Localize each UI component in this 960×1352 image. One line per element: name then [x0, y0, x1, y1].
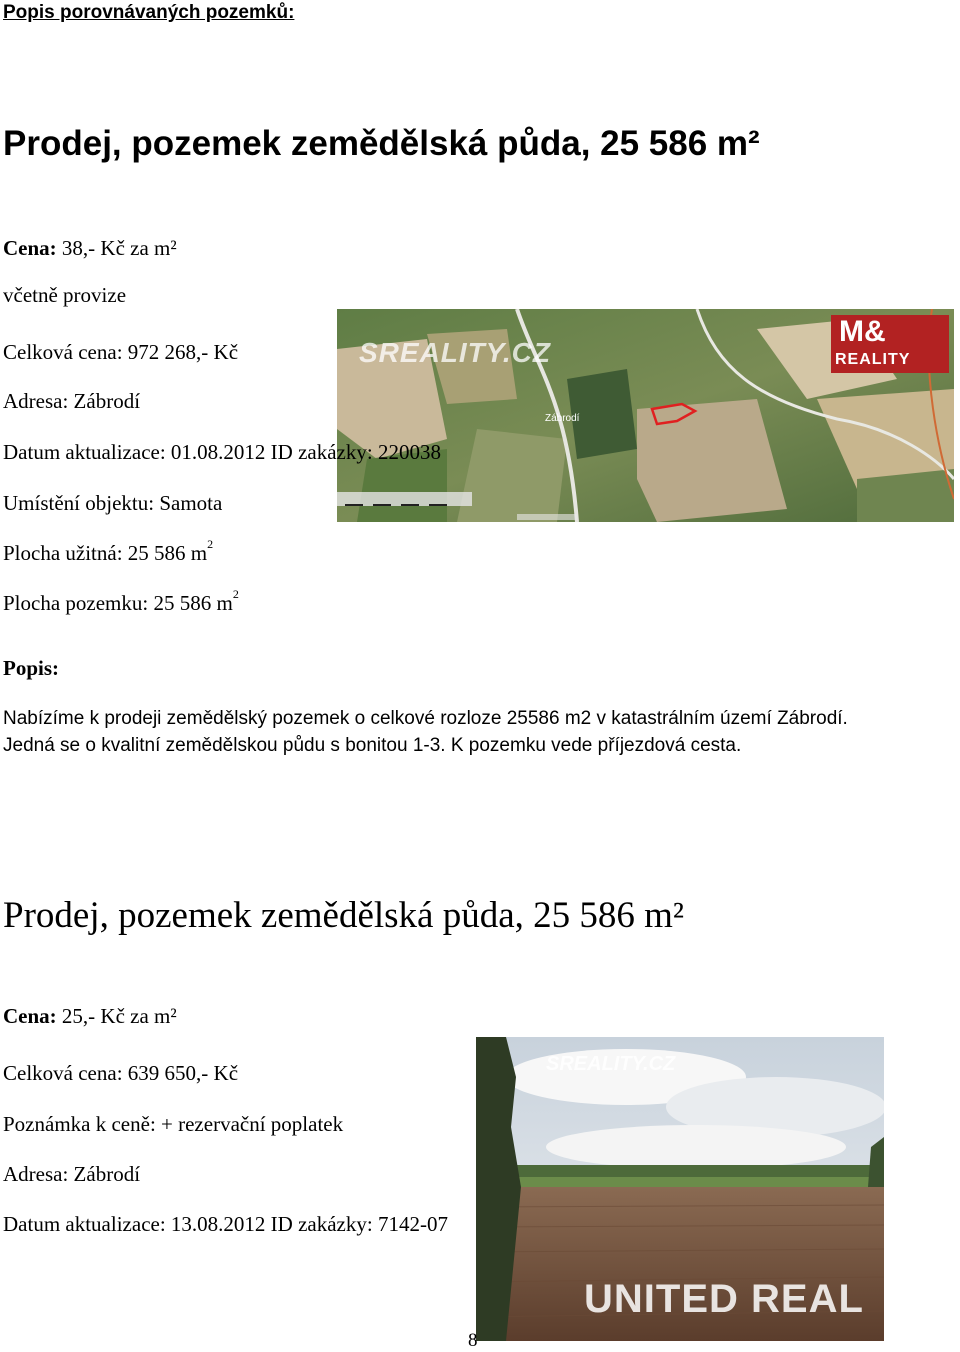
listing2-price-value: 25,- Kč za m²: [61, 1004, 177, 1028]
listing1-price-label: Cena:: [3, 236, 57, 260]
listing2-total: Celková cena: 639 650,- Kč: [3, 1061, 239, 1085]
page-number: 8: [468, 1330, 478, 1351]
listing1-location: Umístění objektu: Samota: [3, 491, 223, 515]
listing1-map-image: [337, 309, 954, 522]
listing1-usable-area: [3, 537, 214, 566]
listing1-address: Adresa: Zábrodí: [3, 389, 141, 413]
mm-reality-logo: [831, 315, 949, 373]
united-real-logo: UNITED REAL: [584, 1277, 864, 1321]
listing1-price-value: 38,- Kč za m²: [61, 236, 177, 260]
listing2-photo: [476, 1037, 884, 1341]
listing2-address: Adresa: Zábrodí: [3, 1162, 141, 1186]
listing1-total: Celková cena: 972 268,- Kč: [3, 340, 239, 364]
section-heading: Popis porovnávaných pozemků:: [3, 2, 295, 23]
listing1-plot-area: [3, 587, 239, 616]
plot-area-text: Plocha pozemku: 25 586 m: [3, 591, 233, 615]
photo-watermark: SREALITY.CZ: [546, 1053, 676, 1075]
listing2-updated: Datum aktualizace: 13.08.2012 ID zakázky: 7142-07: [3, 1212, 448, 1236]
map-watermark: SREALITY.CZ: [359, 337, 551, 368]
listing1-price: [3, 236, 177, 261]
usable-area-sup: 2: [207, 537, 214, 551]
usable-area-text: Plocha užitná: 25 586 m: [3, 541, 208, 565]
listing1-description: Nabízíme k prodeji zemědělský pozemek o celkové rozloze 25586 m2 v katastrálním území Zábrodí. Jedná se o kvalitní zemědělskou půdu s bonitou 1-3. K pozemku vede příjezdová cesta.: [3, 708, 848, 756]
listing1-title: Prodej, pozemek zemědělská půda, 25 586 m²: [3, 124, 760, 163]
plot-area-sup: 2: [232, 587, 239, 601]
brand-bottom: REALITY: [835, 351, 911, 368]
listing2-note: Poznámka k ceně: + rezervační poplatek: [3, 1112, 344, 1136]
listing1-commission: včetně provize: [3, 283, 127, 307]
map-place-label: Zábrodí: [545, 413, 580, 424]
listing2-price: [3, 1004, 177, 1029]
listing1-updated: Datum aktualizace: 01.08.2012 ID zakázky: 220038: [3, 440, 441, 464]
listing2-title: Prodej, pozemek zemědělská půda, 25 586 m²: [3, 895, 685, 936]
listing2-price-label: Cena:: [3, 1004, 57, 1028]
brand-top: M&: [839, 315, 886, 348]
listing1-desc-label: Popis:: [3, 656, 60, 680]
